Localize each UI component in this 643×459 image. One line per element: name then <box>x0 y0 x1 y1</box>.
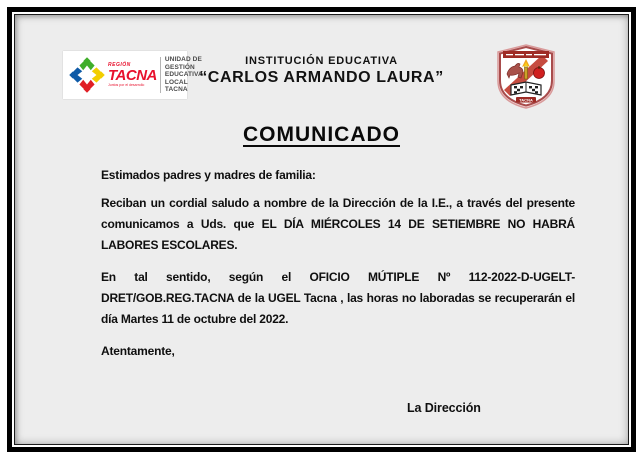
region-tacna-wordmark <box>108 63 157 88</box>
shield-bottom-banner: TACNA <box>519 97 533 103</box>
institution-header <box>165 55 478 87</box>
salutation: Estimados padres y madres de familia: <box>101 168 316 182</box>
signature: La Dirección <box>407 401 481 415</box>
ugel-line: GESTIÓN <box>164 63 195 71</box>
ugel-line: UNIDAD DE <box>164 55 202 63</box>
region-label: REGIÓN <box>108 61 131 68</box>
paragraph-1: Reciban un cordial saludo a nombre de la Dirección de la I.E., a través del presente comunicamos a Uds. que EL DÍA MIÉRCOLES 14 DE SETIEMBRE NO HABRÁ LABORES ESCOLARES. <box>101 196 575 252</box>
ugel-line: EDUCATIVA <box>164 71 203 79</box>
document-body <box>101 165 575 362</box>
ugel-line: LOCAL TACNA <box>164 78 188 94</box>
closing: Atentamente, <box>101 344 175 358</box>
paragraph-2: En tal sentido, según el OFICIO MÚTIPLE Nº 112-2022-D-UGELT-DRET/GOB.REG.TACNA de la UGEL Tacna , las horas no laboradas se recuperarán el día Martes 11 de octubre del 2022. <box>101 270 575 326</box>
logo-divider <box>160 57 161 93</box>
document-sheet <box>14 14 629 445</box>
region-tagline: Juntos por el desarrollo <box>108 82 145 87</box>
institution-type: INSTITUCIÓN EDUCATIVA <box>245 55 398 67</box>
school-shield-icon <box>494 43 558 111</box>
outer-frame <box>7 7 636 452</box>
institution-name: “CARLOS ARMANDO LAURA” <box>199 69 444 86</box>
region-name: TACNA <box>108 66 157 84</box>
region-tacna-pinwheel-icon <box>68 55 106 95</box>
document-title: COMUNICADO <box>243 123 400 146</box>
